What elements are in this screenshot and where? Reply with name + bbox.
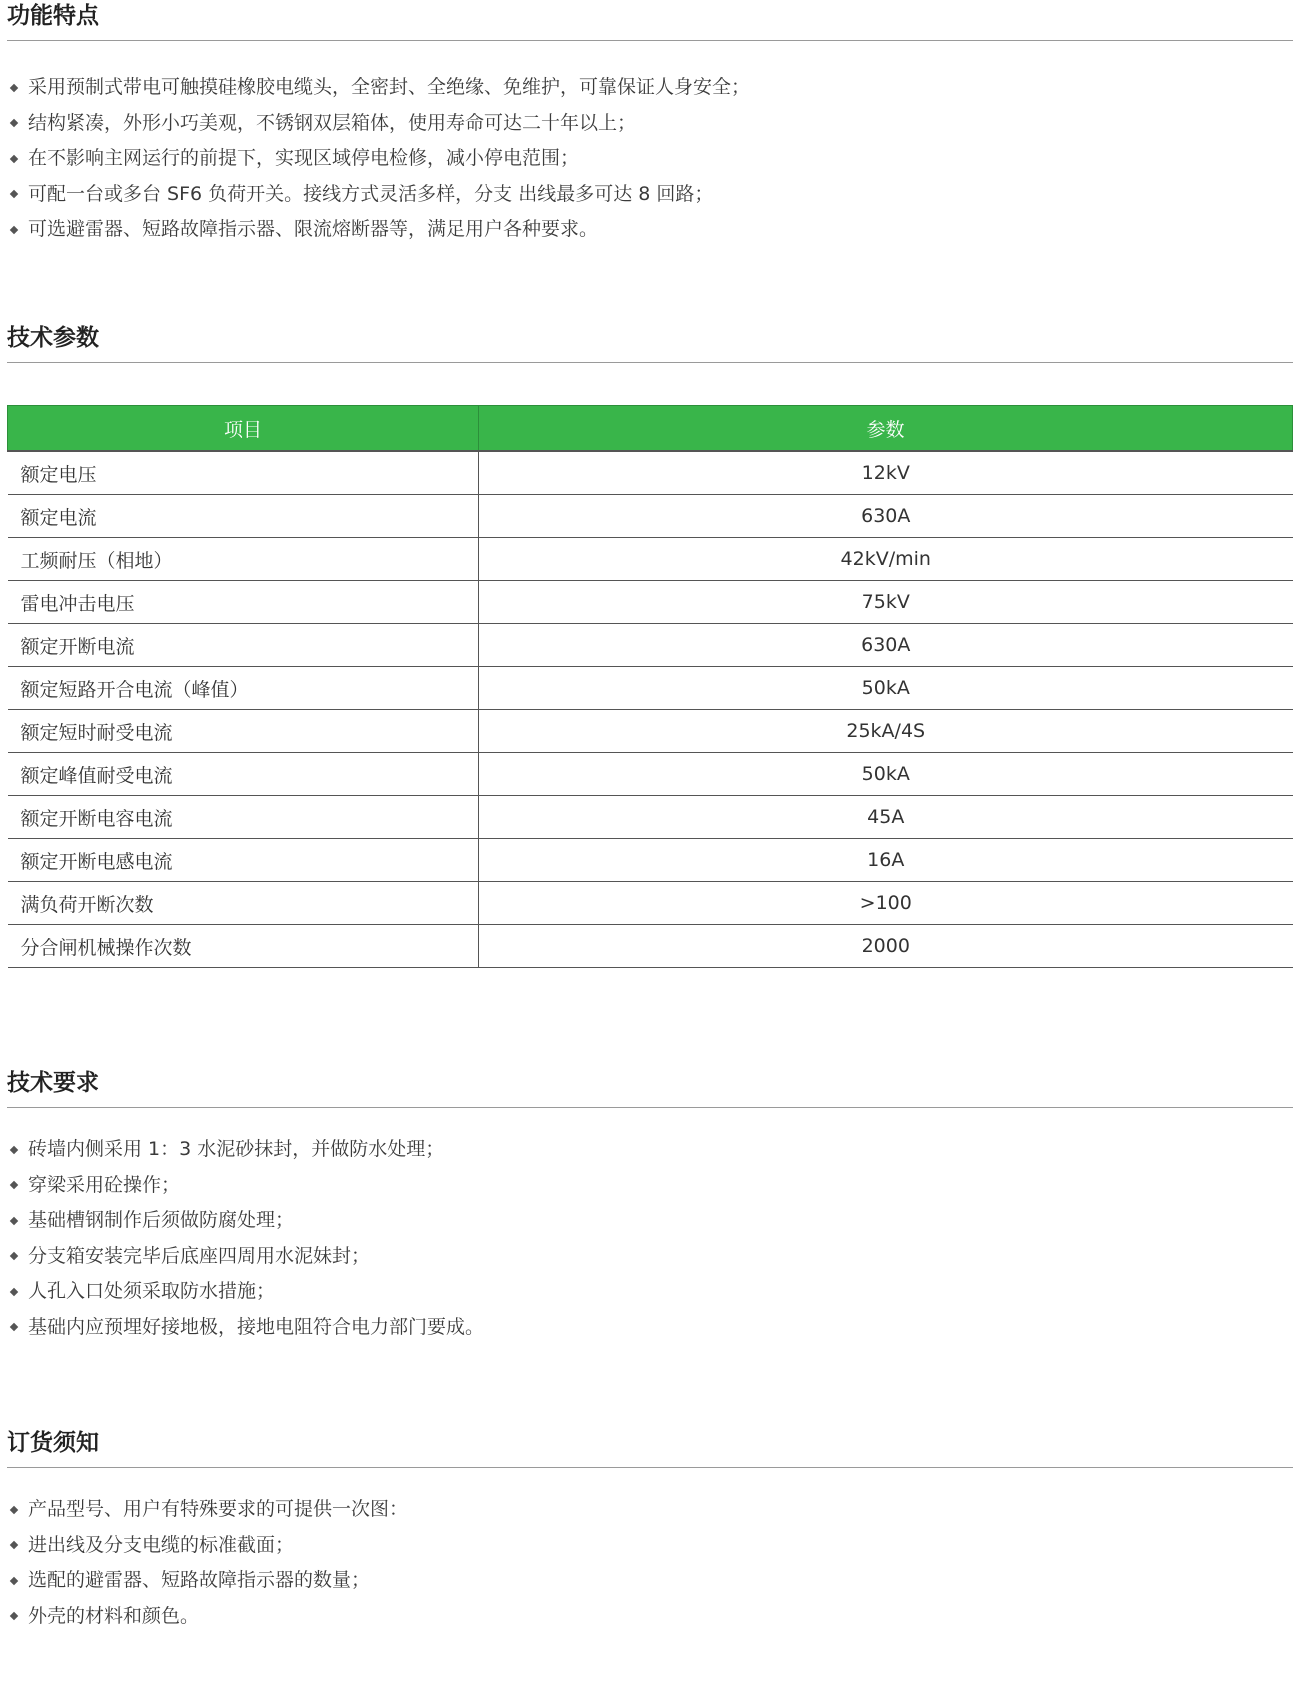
list-item	[7, 1599, 1293, 1635]
param-name: 额定短时耐受电流	[8, 710, 479, 753]
param-value: 50kA	[479, 667, 1293, 710]
list-item-text: 人孔入口处须采取防水措施；	[28, 1280, 276, 1302]
table-header-row	[8, 406, 1293, 452]
table-row	[8, 710, 1293, 753]
param-value: >100	[479, 882, 1293, 925]
features-title: 功能特点	[7, 0, 1293, 41]
bullet-diamond-icon	[10, 1252, 18, 1260]
param-name: 额定电流	[8, 495, 479, 538]
list-item-text: 选配的避雷器、短路故障指示器的数量；	[28, 1569, 371, 1591]
list-item	[7, 1310, 1293, 1346]
param-value: 630A	[479, 624, 1293, 667]
param-name: 额定开断电感电流	[8, 839, 479, 882]
list-item	[7, 141, 1293, 177]
bullet-diamond-icon	[10, 1146, 18, 1154]
param-value: 50kA	[479, 753, 1293, 796]
list-item	[7, 1203, 1293, 1239]
bullet-diamond-icon	[10, 1181, 18, 1189]
bullet-diamond-icon	[10, 84, 18, 92]
table-row	[8, 495, 1293, 538]
table-row	[8, 624, 1293, 667]
param-name: 工频耐压（相地）	[8, 538, 479, 581]
list-item	[7, 1492, 1293, 1528]
bullet-diamond-icon	[10, 1577, 18, 1585]
param-value: 2000	[479, 925, 1293, 968]
list-item	[7, 1274, 1293, 1310]
table-row	[8, 667, 1293, 710]
header-value: 参数	[479, 406, 1293, 452]
param-name: 分合闸机械操作次数	[8, 925, 479, 968]
tech-requirements-title: 技术要求	[7, 1067, 1293, 1108]
list-item-text: 产品型号、用户有特殊要求的可提供一次图：	[28, 1498, 409, 1520]
table-row	[8, 882, 1293, 925]
bullet-diamond-icon	[10, 1612, 18, 1620]
list-item	[7, 1239, 1293, 1275]
list-item-text: 基础内应预埋好接地极，接地电阻符合电力部门要成。	[28, 1315, 485, 1338]
list-item-text: 可配一台或多台 SF6 负荷开关。接线方式灵活多样，分支 出线最多可达 8 回路；	[28, 182, 714, 205]
list-item-text: 可选避雷器、短路故障指示器、限流熔断器等，满足用户各种要求。	[28, 218, 599, 240]
bullet-diamond-icon	[10, 1217, 18, 1225]
table-row	[8, 925, 1293, 968]
list-item-text: 结构紧凑，外形小巧美观，不锈钢双层箱体，使用寿命可达二十年以上；	[28, 111, 637, 134]
table-row	[8, 581, 1293, 624]
list-item-text: 采用预制式带电可触摸硅橡胶电缆头，全密封、全绝缘、免维护，可靠保证人身安全；	[28, 76, 751, 98]
table-row	[8, 796, 1293, 839]
list-item-text: 基础槽钢制作后须做防腐处理；	[28, 1209, 295, 1231]
bullet-diamond-icon	[10, 119, 18, 127]
list-item	[7, 106, 1293, 142]
param-name: 额定电压	[8, 451, 479, 495]
list-item	[7, 177, 1293, 213]
list-item-text: 进出线及分支电缆的标准截面；	[28, 1533, 295, 1556]
bullet-diamond-icon	[10, 1541, 18, 1549]
param-name: 额定峰值耐受电流	[8, 753, 479, 796]
list-item	[7, 212, 1293, 248]
list-item-text: 外壳的材料和颜色。	[28, 1604, 200, 1627]
param-value: 16A	[479, 839, 1293, 882]
tech-params-section	[7, 322, 1293, 363]
features-section	[7, 0, 1293, 248]
param-name: 雷电冲击电压	[8, 581, 479, 624]
list-item	[7, 70, 1293, 106]
bullet-diamond-icon	[10, 190, 18, 198]
list-item	[7, 1528, 1293, 1564]
list-item-text: 在不影响主网运行的前提下，实现区域停电检修，减小停电范围；	[28, 147, 580, 169]
param-name: 额定开断电流	[8, 624, 479, 667]
list-item-text: 砖墙内侧采用 1：3 水泥砂抹封，并做防水处理；	[28, 1138, 445, 1160]
param-name: 额定短路开合电流（峰值）	[8, 667, 479, 710]
list-item	[7, 1132, 1293, 1168]
features-list	[7, 70, 1293, 248]
header-item: 项目	[8, 406, 479, 452]
table-row	[8, 451, 1293, 495]
list-item	[7, 1563, 1293, 1599]
bullet-diamond-icon	[10, 1323, 18, 1331]
table-row	[8, 839, 1293, 882]
bullet-diamond-icon	[10, 155, 18, 163]
table-row	[8, 538, 1293, 581]
param-value: 25kA/4S	[479, 710, 1293, 753]
param-name: 额定开断电容电流	[8, 796, 479, 839]
param-value: 75kV	[479, 581, 1293, 624]
bullet-diamond-icon	[10, 1506, 18, 1514]
ordering-section	[7, 1427, 1293, 1634]
ordering-list	[7, 1492, 1293, 1634]
table-row	[8, 753, 1293, 796]
param-value: 45A	[479, 796, 1293, 839]
list-item-text: 穿梁采用砼操作；	[28, 1173, 181, 1196]
bullet-diamond-icon	[10, 226, 18, 234]
param-name: 满负荷开断次数	[8, 882, 479, 925]
list-item-text: 分支箱安装完毕后底座四周用水泥妹封；	[28, 1244, 371, 1267]
bullet-diamond-icon	[10, 1288, 18, 1296]
tech-requirements-section	[7, 1067, 1293, 1345]
param-value: 42kV/min	[479, 538, 1293, 581]
list-item	[7, 1168, 1293, 1204]
tech-params-table	[7, 405, 1293, 968]
ordering-title: 订货须知	[7, 1427, 1293, 1468]
param-value: 12kV	[479, 451, 1293, 495]
param-value: 630A	[479, 495, 1293, 538]
tech-requirements-list	[7, 1132, 1293, 1345]
tech-params-title: 技术参数	[7, 322, 1293, 363]
